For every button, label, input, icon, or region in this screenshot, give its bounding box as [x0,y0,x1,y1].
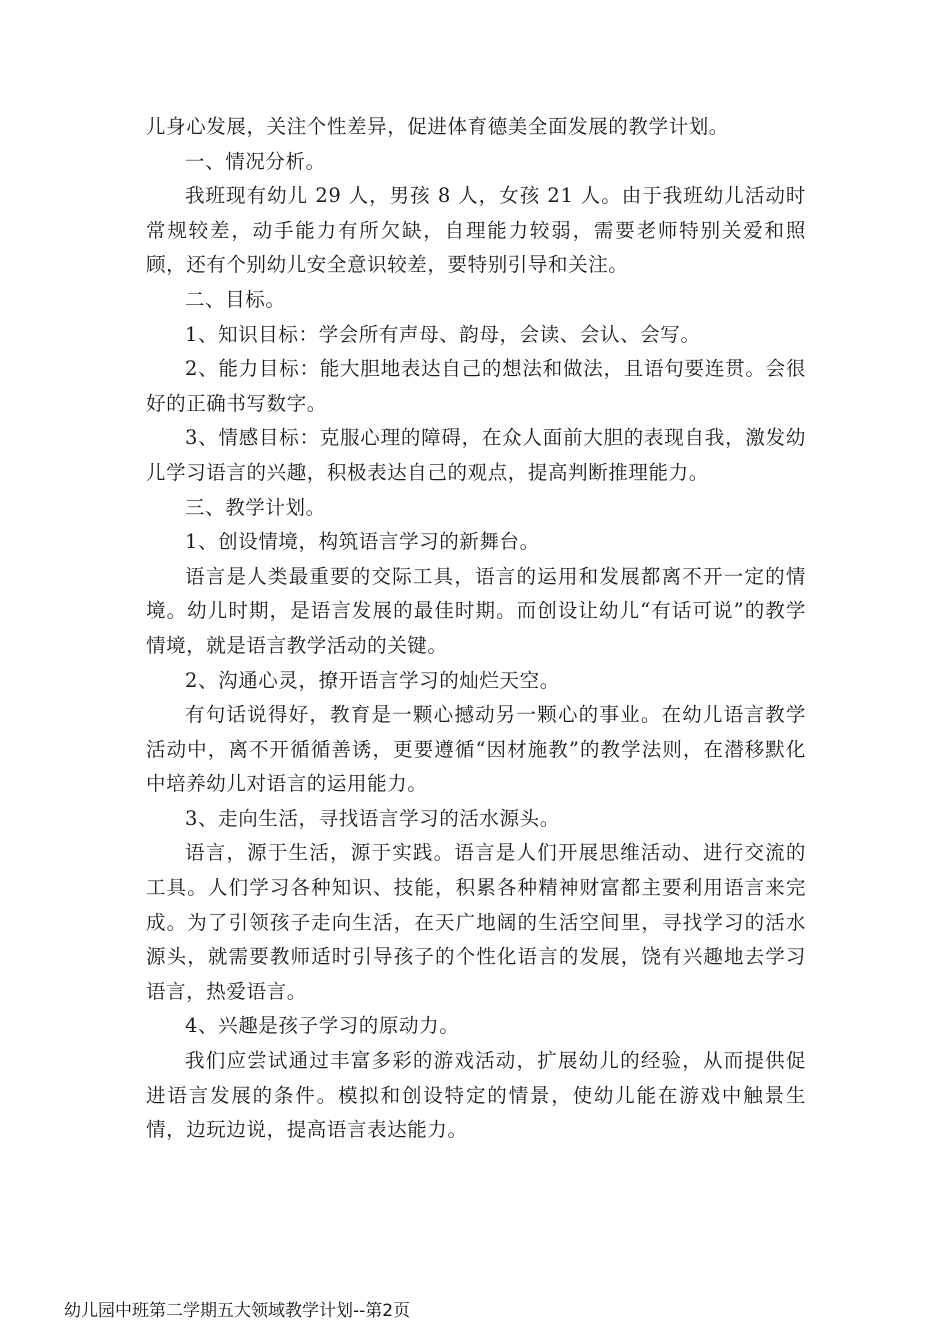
paragraph: 3、走向生活，寻找语言学习的活水源头。 [185,806,560,830]
paragraph: 1、知识目标：学会所有声母、韵母，会读、会认、会写。 [185,322,701,346]
page-footer: 幼儿园中班第二学期五大领域教学计划--第2页 [64,1301,411,1321]
paragraph: 儿身心发展，关注个性差异，促进体育德美全面发展的教学计划。 [146,115,729,138]
document-body [146,110,806,1148]
paragraph: 4、兴趣是孩子学习的原动力。 [185,1014,460,1038]
paragraph: 语言是人类最重要的交际工具，语言的运用和发展都离不开一定的情境。幼儿时期，是语言发展的最佳时期。而创设让幼儿“有话可说”的教学情境，就是语言教学活动的关键。 [146,564,806,657]
paragraph: 我们应尝试通过丰富多彩的游戏活动，扩展幼儿的经验，从而提供促进语言发展的条件。模拟和创设特定的情景，使幼儿能在游戏中触景生情，边玩边说，提高语言表达能力。 [146,1049,806,1142]
paragraph: 1、创设情境，构筑语言学习的新舞台。 [185,530,540,554]
paragraph: 2、沟通心灵，撩开语言学习的灿烂天空。 [185,668,560,692]
paragraph: 2、能力目标：能大胆地表达自己的想法和做法，且语句要连贯。会很好的正确书写数字。 [146,357,806,415]
paragraph: 语言，源于生活，源于实践。语言是人们开展思维活动、进行交流的工具。人们学习各种知识、技能，积累各种精神财富都主要利用语言来完成。为了引领孩子走向生活，在天广地阔的生活空间里，寻找学习的活水源头，就需要教师适时引导孩子的个性化语言的发展，饶有兴趣地去学习语言，热爱语言。 [146,841,806,1003]
paragraph: 一、情况分析。 [185,149,326,173]
paragraph: 三、教学计划。 [185,495,326,519]
paragraph: 二、目标。 [185,287,286,311]
paragraph: 有句话说得好，教育是一颗心撼动另一颗心的事业。在幼儿语言教学活动中，离不开循循善诱，更要遵循“因材施教”的教学法则，在潜移默化中培养幼儿对语言的运用能力。 [146,703,806,796]
paragraph: 我班现有幼儿 29 人，男孩 8 人，女孩 21 人。由于我班幼儿活动时常规较差，动手能力有所欠缺，自理能力较弱，需要老师特别关爱和照顾，还有个别幼儿安全意识较差，要特别引导和关注。 [146,184,806,277]
paragraph: 3、情感目标：克服心理的障碍，在众人面前大胆的表现自我，激发幼儿学习语言的兴趣，积极表达自己的观点，提高判断推理能力。 [146,426,806,484]
